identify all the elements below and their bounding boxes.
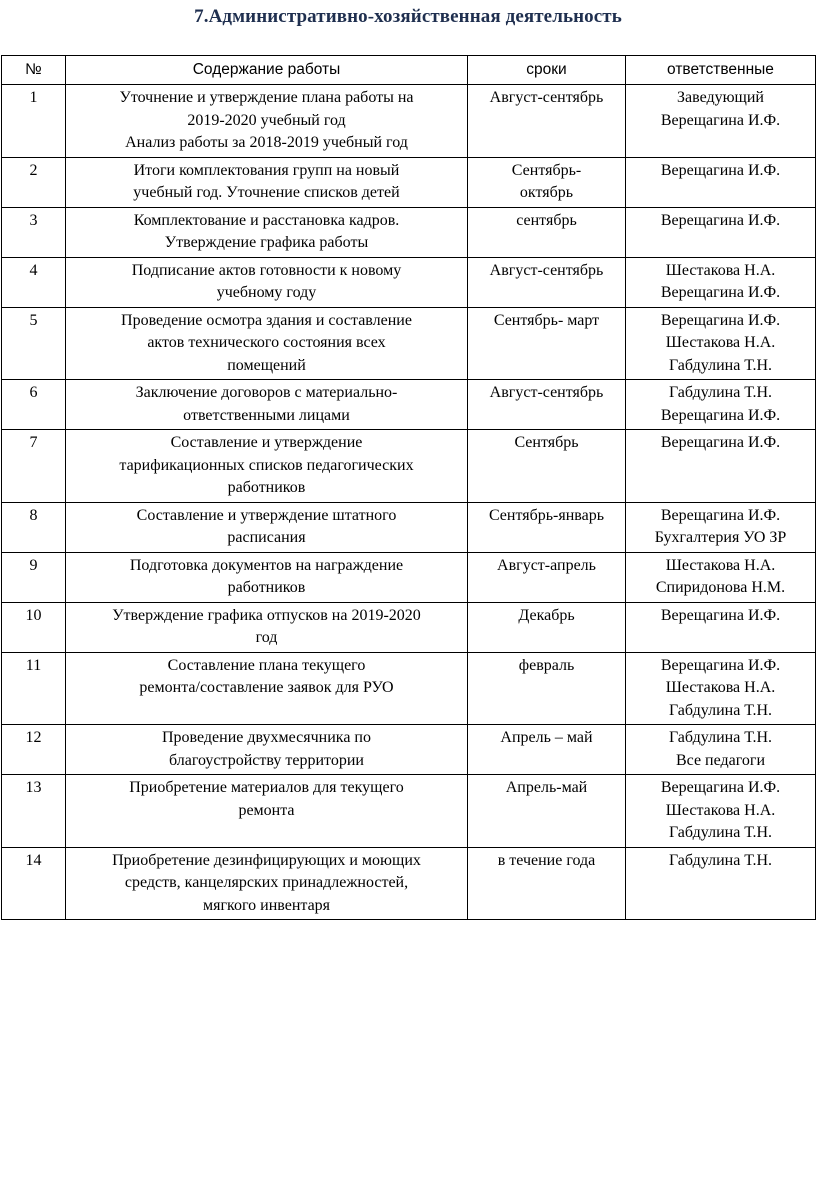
row-term-line: Сентябрь-январь (488, 506, 605, 524)
row-responsible-line: Шестакова Н.А. (665, 261, 776, 279)
row-number: 14 (2, 847, 66, 920)
row-term (468, 602, 626, 652)
row-responsible-line: Габдулина Т.Н. (668, 356, 773, 374)
row-content (66, 847, 468, 920)
row-responsible-line: Шестакова Н.А. (665, 679, 776, 696)
row-number: 1 (2, 85, 66, 158)
table-body (2, 85, 816, 920)
table-row (2, 85, 816, 158)
row-responsible-line: Спиридонова Н.М. (655, 579, 786, 596)
row-responsible (626, 652, 816, 725)
row-responsible (626, 207, 816, 257)
table-row (2, 725, 816, 775)
row-term (468, 257, 626, 307)
row-content (66, 602, 468, 652)
row-term-line: Сентябрь (514, 434, 579, 451)
row-content-line: ремонта/составление заявок для РУО (139, 679, 394, 696)
row-responsible-line: Габдулина Т.Н. (668, 701, 773, 719)
row-number: 13 (2, 775, 66, 848)
table-row (2, 257, 816, 307)
row-content-line: благоустройству территории (169, 751, 364, 769)
table-row (2, 307, 816, 380)
row-content (66, 207, 468, 257)
row-content-line: ремонта (238, 801, 295, 819)
row-content-line: ответственными лицами (183, 406, 350, 424)
row-responsible (626, 552, 816, 602)
header-number: № (2, 56, 66, 85)
row-responsible-line: Заведующий (676, 89, 764, 106)
row-term-line: сентябрь (516, 211, 577, 229)
row-number: 2 (2, 157, 66, 207)
row-term (468, 207, 626, 257)
row-term-line: в течение года (497, 851, 596, 869)
row-content (66, 502, 468, 552)
row-term-line: Август-апрель (497, 556, 596, 574)
row-responsible-line: Габдулина Т.Н. (668, 729, 773, 746)
row-term (468, 725, 626, 775)
row-responsible (626, 502, 816, 552)
row-content-line: Итоги комплектования групп на новый (133, 161, 400, 179)
row-term-line: Август-сентябрь (489, 89, 604, 106)
row-content-line: год (255, 629, 278, 646)
row-number: 9 (2, 552, 66, 602)
row-content (66, 652, 468, 725)
row-term (468, 85, 626, 158)
row-content (66, 380, 468, 430)
row-responsible-line: Шестакова Н.А. (665, 334, 776, 351)
table-header-row (2, 56, 816, 85)
header-content: Содержание работы (66, 56, 468, 85)
row-responsible-line: Бухгалтерия УО ЗР (654, 529, 787, 546)
row-content-line: 2019-2020 учебный год (187, 111, 346, 129)
row-responsible-line: Габдулина Т.Н. (668, 851, 773, 869)
row-number: 10 (2, 602, 66, 652)
row-content-line: Утверждение графика отпусков на 2019-2020 (112, 606, 421, 624)
work-plan-table (1, 55, 816, 920)
row-responsible (626, 847, 816, 920)
row-content-line: Приобретение материалов для текущего (129, 779, 404, 796)
row-number: 4 (2, 257, 66, 307)
row-term-line: Апрель-май (505, 779, 588, 796)
row-content-line: Составление плана текущего (167, 656, 366, 674)
row-responsible (626, 725, 816, 775)
row-term (468, 157, 626, 207)
row-content-line: Утверждение графика работы (164, 234, 369, 251)
row-content (66, 775, 468, 848)
row-content-line: Уточнение и утверждение плана работы на (119, 89, 414, 106)
table-row (2, 207, 816, 257)
row-content-line: Подготовка документов на награждение (129, 556, 404, 574)
row-term-line: Август-сентябрь (489, 384, 604, 401)
row-content (66, 157, 468, 207)
row-number: 5 (2, 307, 66, 380)
row-term-line: Апрель – май (500, 729, 593, 746)
row-content-line: Составление и утверждение (170, 434, 363, 451)
row-content-line: тарификационных списков педагогических (119, 456, 414, 474)
row-responsible-line: Верещагина И.Ф. (660, 779, 781, 796)
row-number: 12 (2, 725, 66, 775)
row-term-line: Август-сентябрь (489, 261, 604, 279)
table-row (2, 380, 816, 430)
row-term (468, 430, 626, 503)
row-term (468, 847, 626, 920)
row-responsible-line: Верещагина И.Ф. (660, 211, 781, 229)
row-term-line: Декабрь (518, 606, 575, 624)
row-responsible (626, 85, 816, 158)
row-responsible-line: Верещагина И.Ф. (660, 161, 781, 179)
table-row (2, 552, 816, 602)
row-responsible-line: Шестакова Н.А. (665, 801, 776, 819)
row-content (66, 725, 468, 775)
row-term-line: Сентябрь- март (493, 311, 600, 329)
row-responsible-line: Верещагина И.Ф. (660, 311, 781, 329)
row-content (66, 257, 468, 307)
row-term (468, 380, 626, 430)
table-row (2, 602, 816, 652)
row-term (468, 652, 626, 725)
row-content-line: Заключение договоров с материально- (135, 384, 398, 401)
row-term (468, 502, 626, 552)
row-term (468, 775, 626, 848)
table-row (2, 775, 816, 848)
row-number: 3 (2, 207, 66, 257)
row-responsible (626, 430, 816, 503)
table-row (2, 652, 816, 725)
table-row (2, 502, 816, 552)
row-responsible-line: Все педагоги (675, 751, 766, 769)
row-responsible-line: Верещагина И.Ф. (660, 506, 781, 524)
row-content-line: Проведение осмотра здания и составление (121, 311, 412, 329)
table-row (2, 430, 816, 503)
page-title: 7.Административно-хозяйственная деятельность (194, 6, 622, 27)
row-term (468, 307, 626, 380)
row-number: 11 (2, 652, 66, 725)
row-content (66, 85, 468, 158)
row-responsible (626, 257, 816, 307)
row-content (66, 307, 468, 380)
row-content-line: Приобретение дезинфицирующих и моющих (112, 851, 421, 869)
row-content-line: учебному году (216, 284, 317, 301)
row-content-line: Проведение двухмесячника по (162, 729, 371, 746)
row-content-line: актов технического состояния всех (147, 334, 386, 351)
table-row (2, 157, 816, 207)
row-content-line: помещений (227, 356, 306, 374)
row-responsible (626, 602, 816, 652)
row-content-line: Составление и утверждение штатного (136, 506, 397, 524)
row-responsible-line: Верещагина И.Ф. (660, 284, 781, 301)
row-responsible (626, 307, 816, 380)
row-term-line: Сентябрь- (511, 161, 582, 179)
header-responsible: ответственные (626, 56, 816, 85)
row-responsible-line: Шестакова Н.А. (665, 556, 776, 574)
row-responsible-line: Габдулина Т.Н. (668, 824, 773, 841)
header-term: сроки (468, 56, 626, 85)
row-term-line: октябрь (519, 184, 574, 201)
row-content-line: Анализ работы за 2018-2019 учебный год (125, 134, 408, 151)
row-term-line: февраль (518, 656, 575, 674)
row-content-line: работников (227, 479, 306, 496)
row-content-line: Комплектование и расстановка кадров. (133, 211, 400, 229)
row-content-line: мягкого инвентаря (202, 896, 331, 914)
row-content-line: средств, канцелярских принадлежностей, (124, 874, 409, 891)
row-responsible (626, 380, 816, 430)
row-responsible-line: Габдулина Т.Н. (668, 384, 773, 401)
row-content-line: Подписание актов готовности к новому (131, 261, 402, 279)
row-content (66, 552, 468, 602)
row-number: 7 (2, 430, 66, 503)
row-responsible-line: Верещагина И.Ф. (660, 111, 781, 129)
row-responsible-line: Верещагина И.Ф. (660, 656, 781, 674)
row-responsible-line: Верещагина И.Ф. (660, 606, 781, 624)
row-content (66, 430, 468, 503)
table-row (2, 847, 816, 920)
row-responsible (626, 157, 816, 207)
row-responsible-line: Верещагина И.Ф. (660, 406, 781, 424)
row-content-line: учебный год. Уточнение списков детей (133, 184, 400, 201)
row-responsible (626, 775, 816, 848)
row-content-line: работников (227, 579, 306, 596)
row-responsible-line: Верещагина И.Ф. (660, 434, 781, 451)
row-number: 8 (2, 502, 66, 552)
row-term (468, 552, 626, 602)
row-number: 6 (2, 380, 66, 430)
row-content-line: расписания (227, 529, 306, 546)
